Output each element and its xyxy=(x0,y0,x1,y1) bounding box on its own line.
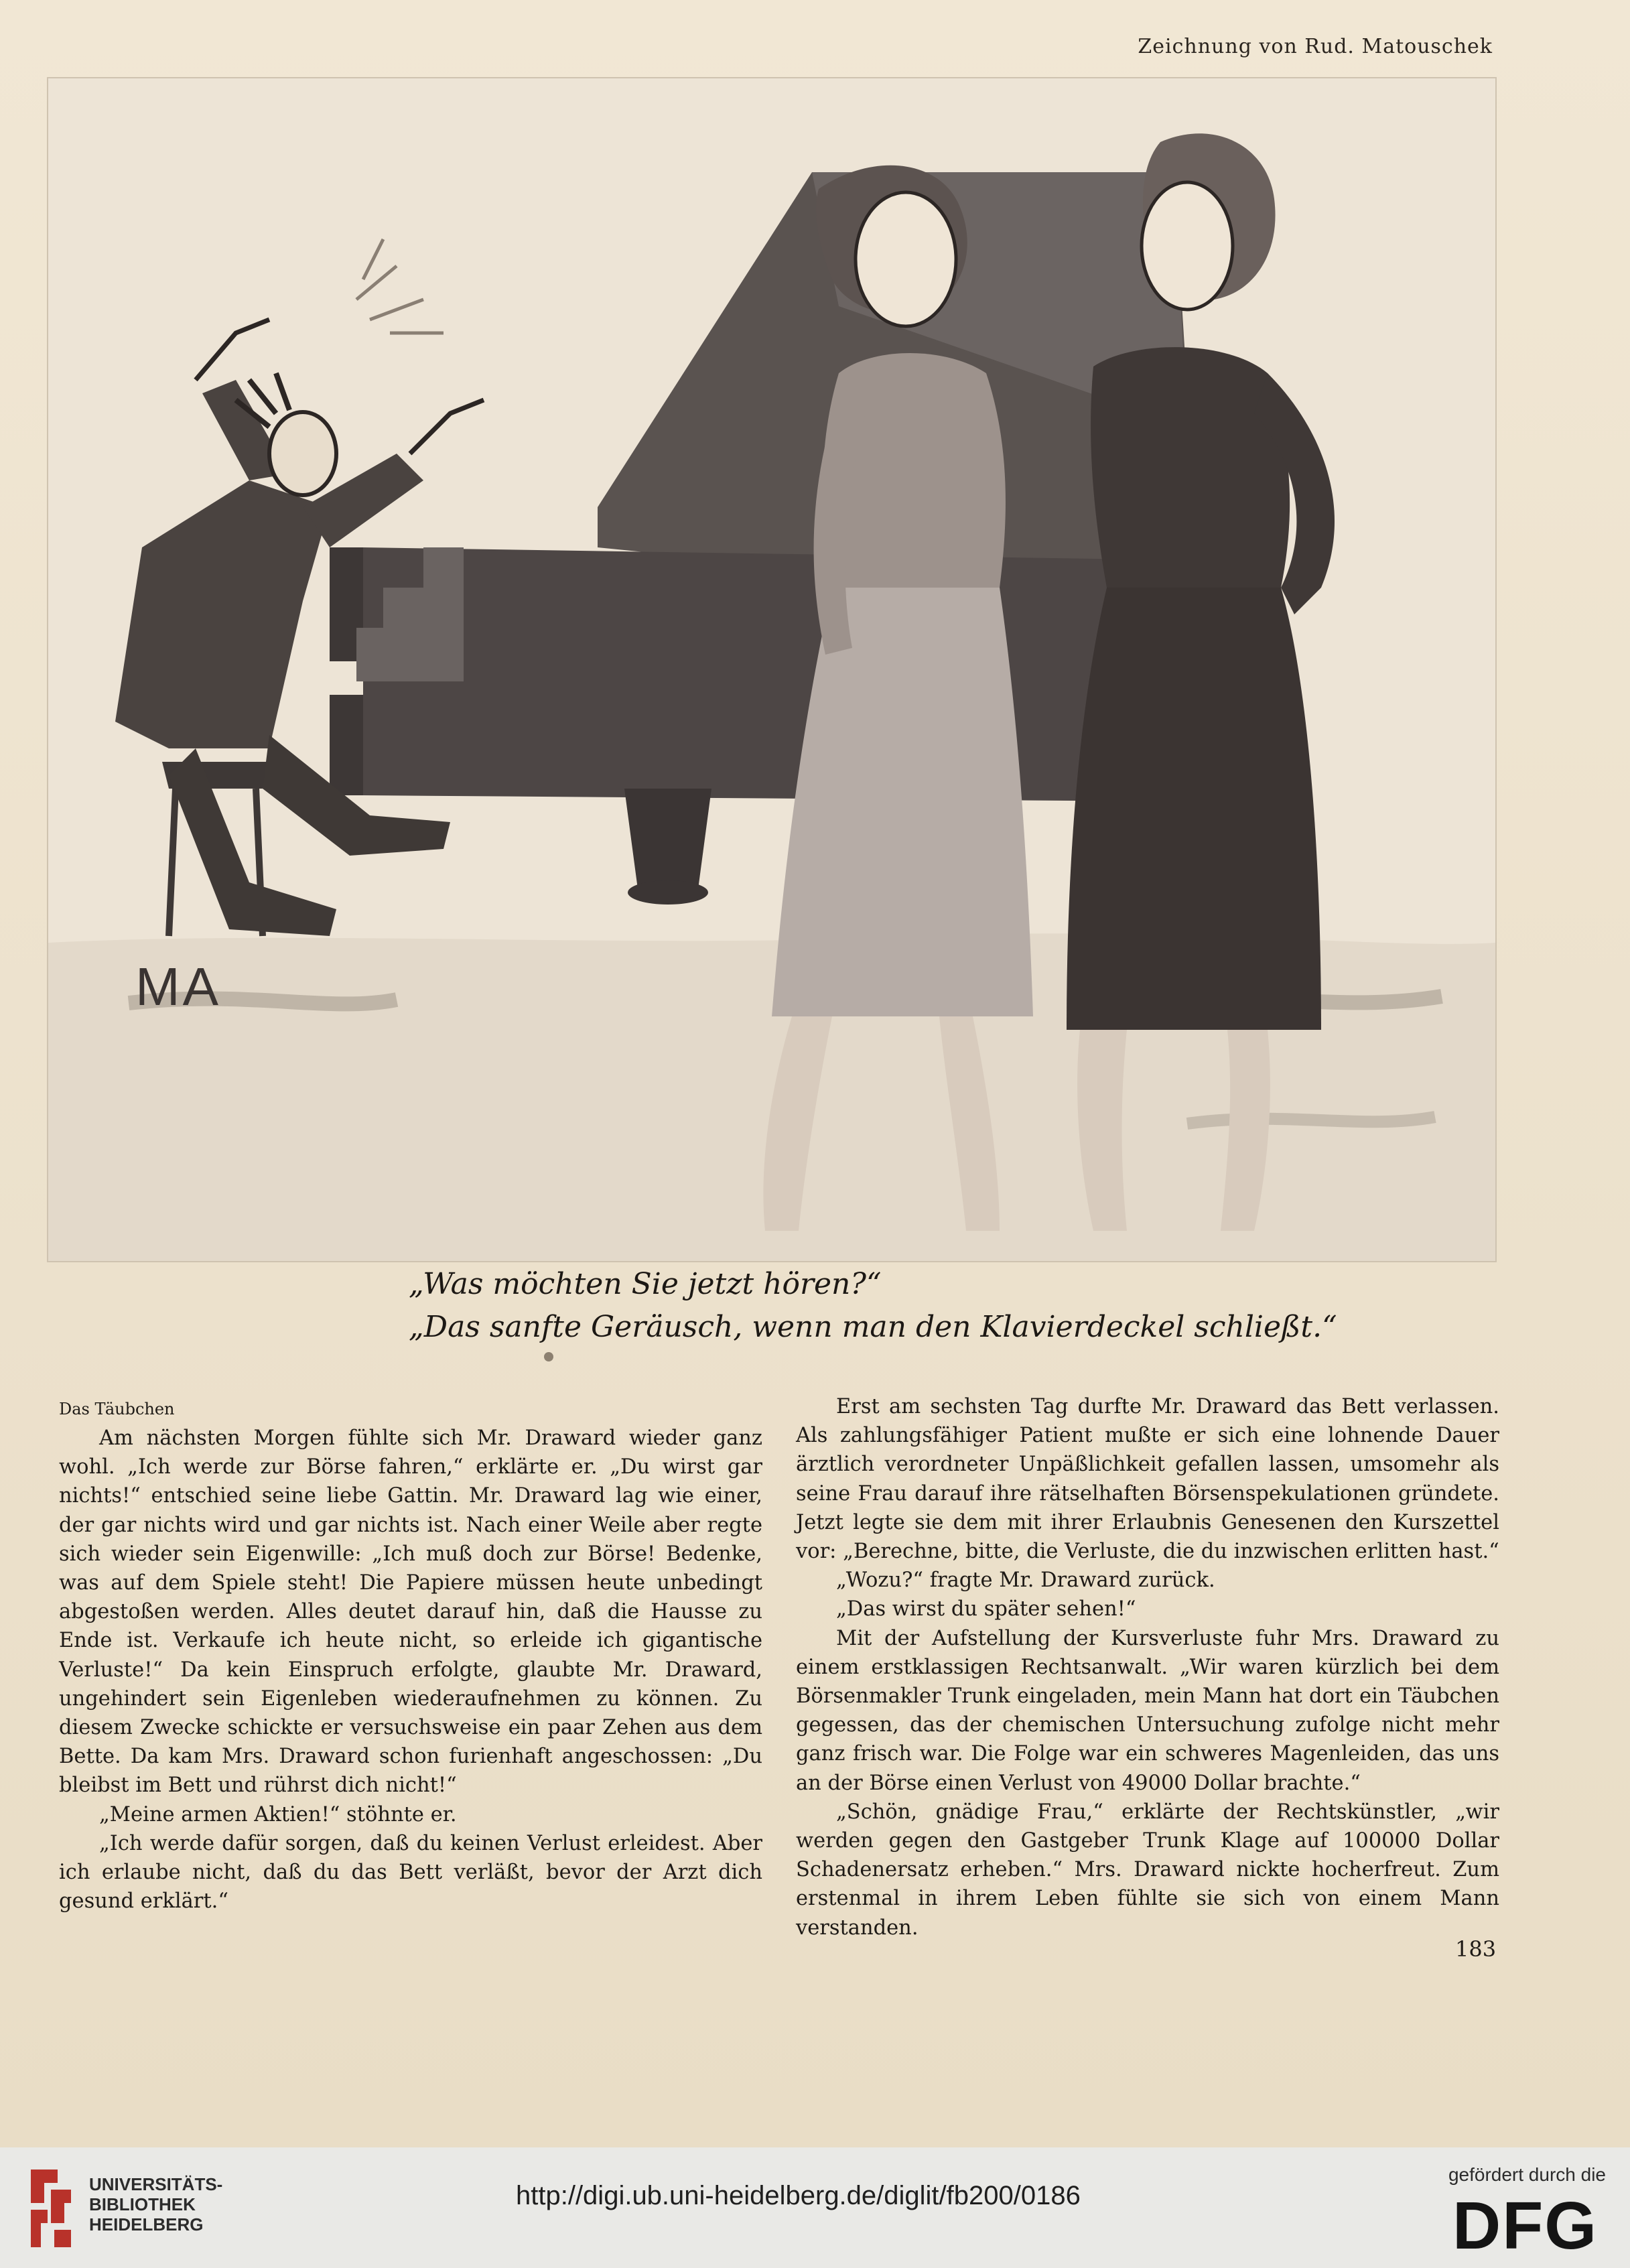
article-paragraph: „Schön, gnädige Frau,“ erklärte der Rechtskünstler, „wir werden gegen den Gastgeber Trunk Klage auf 100000 Dollar Schadenersatz erheben.“ Mrs. Draward nickte hocherfreut. Zum erstenmal in ihrem Leben fühlte sie sich von einem Mann verstanden. xyxy=(796,1800,1499,1940)
artist-signature: MA xyxy=(135,957,221,1016)
library-name-line: HEIDELBERG xyxy=(89,2214,204,2234)
university-library-logo-icon xyxy=(17,2163,82,2254)
digital-object-url[interactable]: http://digi.ub.uni-heidelberg.de/diglit/fb200/0186 xyxy=(516,2181,1081,2210)
article-paragraph: „Meine armen Aktien!“ stöhnte er. xyxy=(99,1802,457,1826)
caption-separator-dot xyxy=(544,1352,553,1361)
cartoon-illustration xyxy=(47,77,1497,1262)
article-paragraph: Erst am sechsten Tag durfte Mr. Draward das Bett verlassen. Als zahlungsfähiger Patient mußte er sich eine lohnende Dauer ärztlich verordneter Unpäßlichkeit gefallen lassen, umsomehr als seine Frau darauf ihre rätselhaften Börsenspekulationen gründete. Jetzt legte sie dem mit ihrer Erlaubnis Genesenen den Kurszettel vor: „Berechne, bitte, die Verluste, die du inzwischen erlitten hast.“ xyxy=(796,1395,1499,1564)
caption-question: „Was möchten Sie jetzt hören?“ xyxy=(409,1267,882,1301)
page-number: 183 xyxy=(1455,1936,1497,1962)
article-column-left xyxy=(59,1397,762,1916)
article-paragraph: Am nächsten Morgen fühlte sich Mr. Draward wieder ganz wohl. „Ich werde zur Börse fahren,“ erklärte er. „Du wirst gar nichts!“ entschied seine liebe Gattin. Mr. Draward lag wie einer, der gar nichts wird und gar nichts ist. Nach einer Weile aber regte sich wieder sein Eigenwille: „Ich muß doch zur Börse! Bedenke, was auf dem Spiele steht! Die Papiere müssen heute unbedingt abgestoßen werden. Alles deutet darauf hin, daß die Hausse zu Ende ist. Verkaufe ich heute nicht, so erleide ich gigantische Verluste!“ Da kein Einspruch erfolgte, glaubte Mr. Draward, ungehindert sein Eigenleben wiederaufnehmen zu können. Zu diesem Zwecke schickte er versuchsweise ein paar Zehen aus dem Bette. Da kam Mrs. Draward schon furienhaft angeschossen: „Du bleibst im Bett und rührst dich nicht!“ xyxy=(59,1426,762,1798)
caption-answer: „Das sanfte Geräusch, wenn man den Klavierdeckel schließt.“ xyxy=(409,1310,1337,1344)
article-title: Das Täubchen xyxy=(59,1400,175,1418)
university-library-name xyxy=(89,2174,222,2234)
library-name-line: BIBLIOTHEK xyxy=(89,2194,196,2214)
article-paragraph: „Wozu?“ fragte Mr. Draward zurück. xyxy=(836,1569,1215,1593)
article-paragraph: Mit der Aufstellung der Kursverluste fuhr Mrs. Draward zu einem erstklassigen Rechtsanwalt. „Wir waren kürzlich bei dem Börsenmakler Trunk eingeladen, mein Mann hat dort ein Täubchen gegessen, das der chemischen Untersuchung zufolge nicht mehr ganz frisch war. Die Folge war ein schweres Magenleiden, das uns an der Börse einen Verlust von 49000 Dollar brachte.“ xyxy=(796,1626,1499,1795)
cartoon-caption xyxy=(409,1263,1337,1349)
cartoon-drawing xyxy=(48,78,1495,1261)
article-paragraph: „Das wirst du später sehen!“ xyxy=(836,1597,1136,1621)
article-column-right xyxy=(796,1392,1499,1942)
dfg-logo: DFG xyxy=(1452,2188,1599,2263)
article-paragraph: „Ich werde dafür sorgen, daß du keinen Verlust erleidest. Aber ich erlaube nicht, daß du das Bett verläßt, bevor der Arzt dich gesund erklärt.“ xyxy=(59,1831,762,1914)
funding-note: gefördert durch die xyxy=(1448,2164,1606,2185)
illustration-credit: Zeichnung von Rud. Matouschek xyxy=(1138,35,1493,58)
library-name-line: UNIVERSITÄTS- xyxy=(89,2174,223,2194)
